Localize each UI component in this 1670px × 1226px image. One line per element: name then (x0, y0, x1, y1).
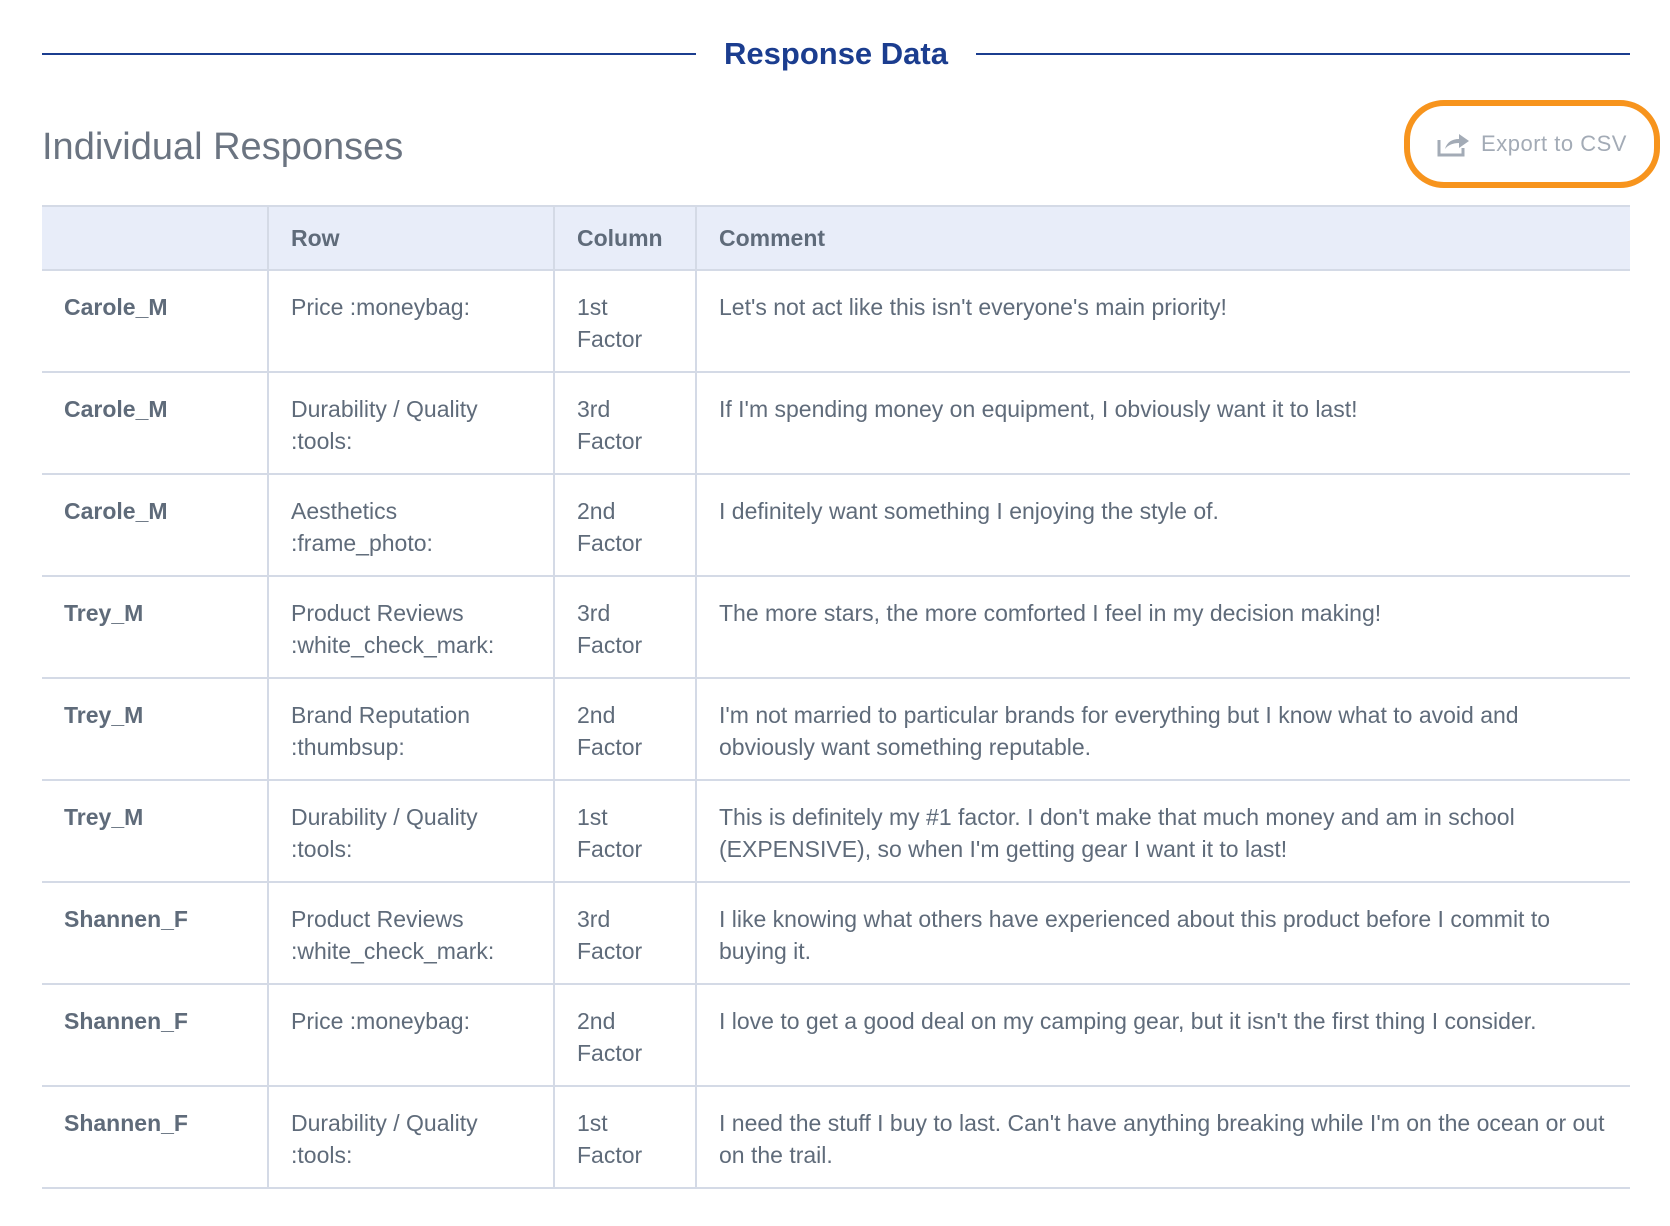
column-header-comment: Comment (696, 206, 1630, 270)
cell-user: Trey_M (42, 780, 268, 882)
cell-comment: I love to get a good deal on my camping gear, but it isn't the first thing I consider. (696, 984, 1630, 1086)
share-export-icon (1437, 131, 1471, 157)
responses-table (42, 205, 1630, 1189)
column-header-row: Row (268, 206, 554, 270)
cell-column: 3rd Factor (554, 372, 696, 474)
table-row (42, 270, 1630, 372)
cell-column: 1st Factor (554, 780, 696, 882)
table-row (42, 984, 1630, 1086)
table-header-row (42, 206, 1630, 270)
cell-column: 2nd Factor (554, 984, 696, 1086)
table-row (42, 576, 1630, 678)
cell-row: Durability / Quality :tools: (268, 1086, 554, 1188)
export-csv-button[interactable] (1437, 131, 1627, 157)
export-highlight (1404, 100, 1660, 188)
section-title: Individual Responses (42, 126, 404, 168)
cell-user: Carole_M (42, 372, 268, 474)
cell-user: Carole_M (42, 270, 268, 372)
cell-user: Trey_M (42, 576, 268, 678)
cell-user: Carole_M (42, 474, 268, 576)
cell-column: 3rd Factor (554, 576, 696, 678)
column-header-column: Column (554, 206, 696, 270)
cell-row: Product Reviews :white_check_mark: (268, 576, 554, 678)
cell-comment: This is definitely my #1 factor. I don't make that much money and am in school (EXPENSIVE), so when I'm getting gear I want it to last! (696, 780, 1630, 882)
cell-row: Price :moneybag: (268, 984, 554, 1086)
header-rule-right (976, 53, 1630, 55)
cell-row: Aesthetics :frame_photo: (268, 474, 554, 576)
cell-comment: If I'm spending money on equipment, I obviously want it to last! (696, 372, 1630, 474)
cell-comment: The more stars, the more comforted I feel in my decision making! (696, 576, 1630, 678)
cell-comment: I like knowing what others have experienced about this product before I commit to buying it. (696, 882, 1630, 984)
section-header (42, 30, 1630, 78)
cell-column: 1st Factor (554, 270, 696, 372)
table-row (42, 780, 1630, 882)
header-rule-left (42, 53, 696, 55)
table-row (42, 678, 1630, 780)
cell-column: 2nd Factor (554, 474, 696, 576)
cell-comment: I'm not married to particular brands for everything but I know what to avoid and obviously want something reputable. (696, 678, 1630, 780)
page-title: Response Data (724, 36, 948, 71)
table-row (42, 372, 1630, 474)
cell-user: Shannen_F (42, 984, 268, 1086)
cell-row: Price :moneybag: (268, 270, 554, 372)
cell-column: 3rd Factor (554, 882, 696, 984)
table-row (42, 882, 1630, 984)
cell-column: 2nd Factor (554, 678, 696, 780)
cell-comment: I definitely want something I enjoying the style of. (696, 474, 1630, 576)
cell-column: 1st Factor (554, 1086, 696, 1188)
cell-row: Durability / Quality :tools: (268, 780, 554, 882)
cell-row: Durability / Quality :tools: (268, 372, 554, 474)
cell-user: Trey_M (42, 678, 268, 780)
table-row (42, 1086, 1630, 1188)
cell-row: Product Reviews :white_check_mark: (268, 882, 554, 984)
cell-comment: Let's not act like this isn't everyone's main priority! (696, 270, 1630, 372)
cell-comment: I need the stuff I buy to last. Can't have anything breaking while I'm on the ocean or out on the trail. (696, 1086, 1630, 1188)
column-header-user (42, 206, 268, 270)
cell-row: Brand Reputation :thumbsup: (268, 678, 554, 780)
cell-user: Shannen_F (42, 1086, 268, 1188)
export-csv-label: Export to CSV (1481, 131, 1627, 156)
cell-user: Shannen_F (42, 882, 268, 984)
table-row (42, 474, 1630, 576)
